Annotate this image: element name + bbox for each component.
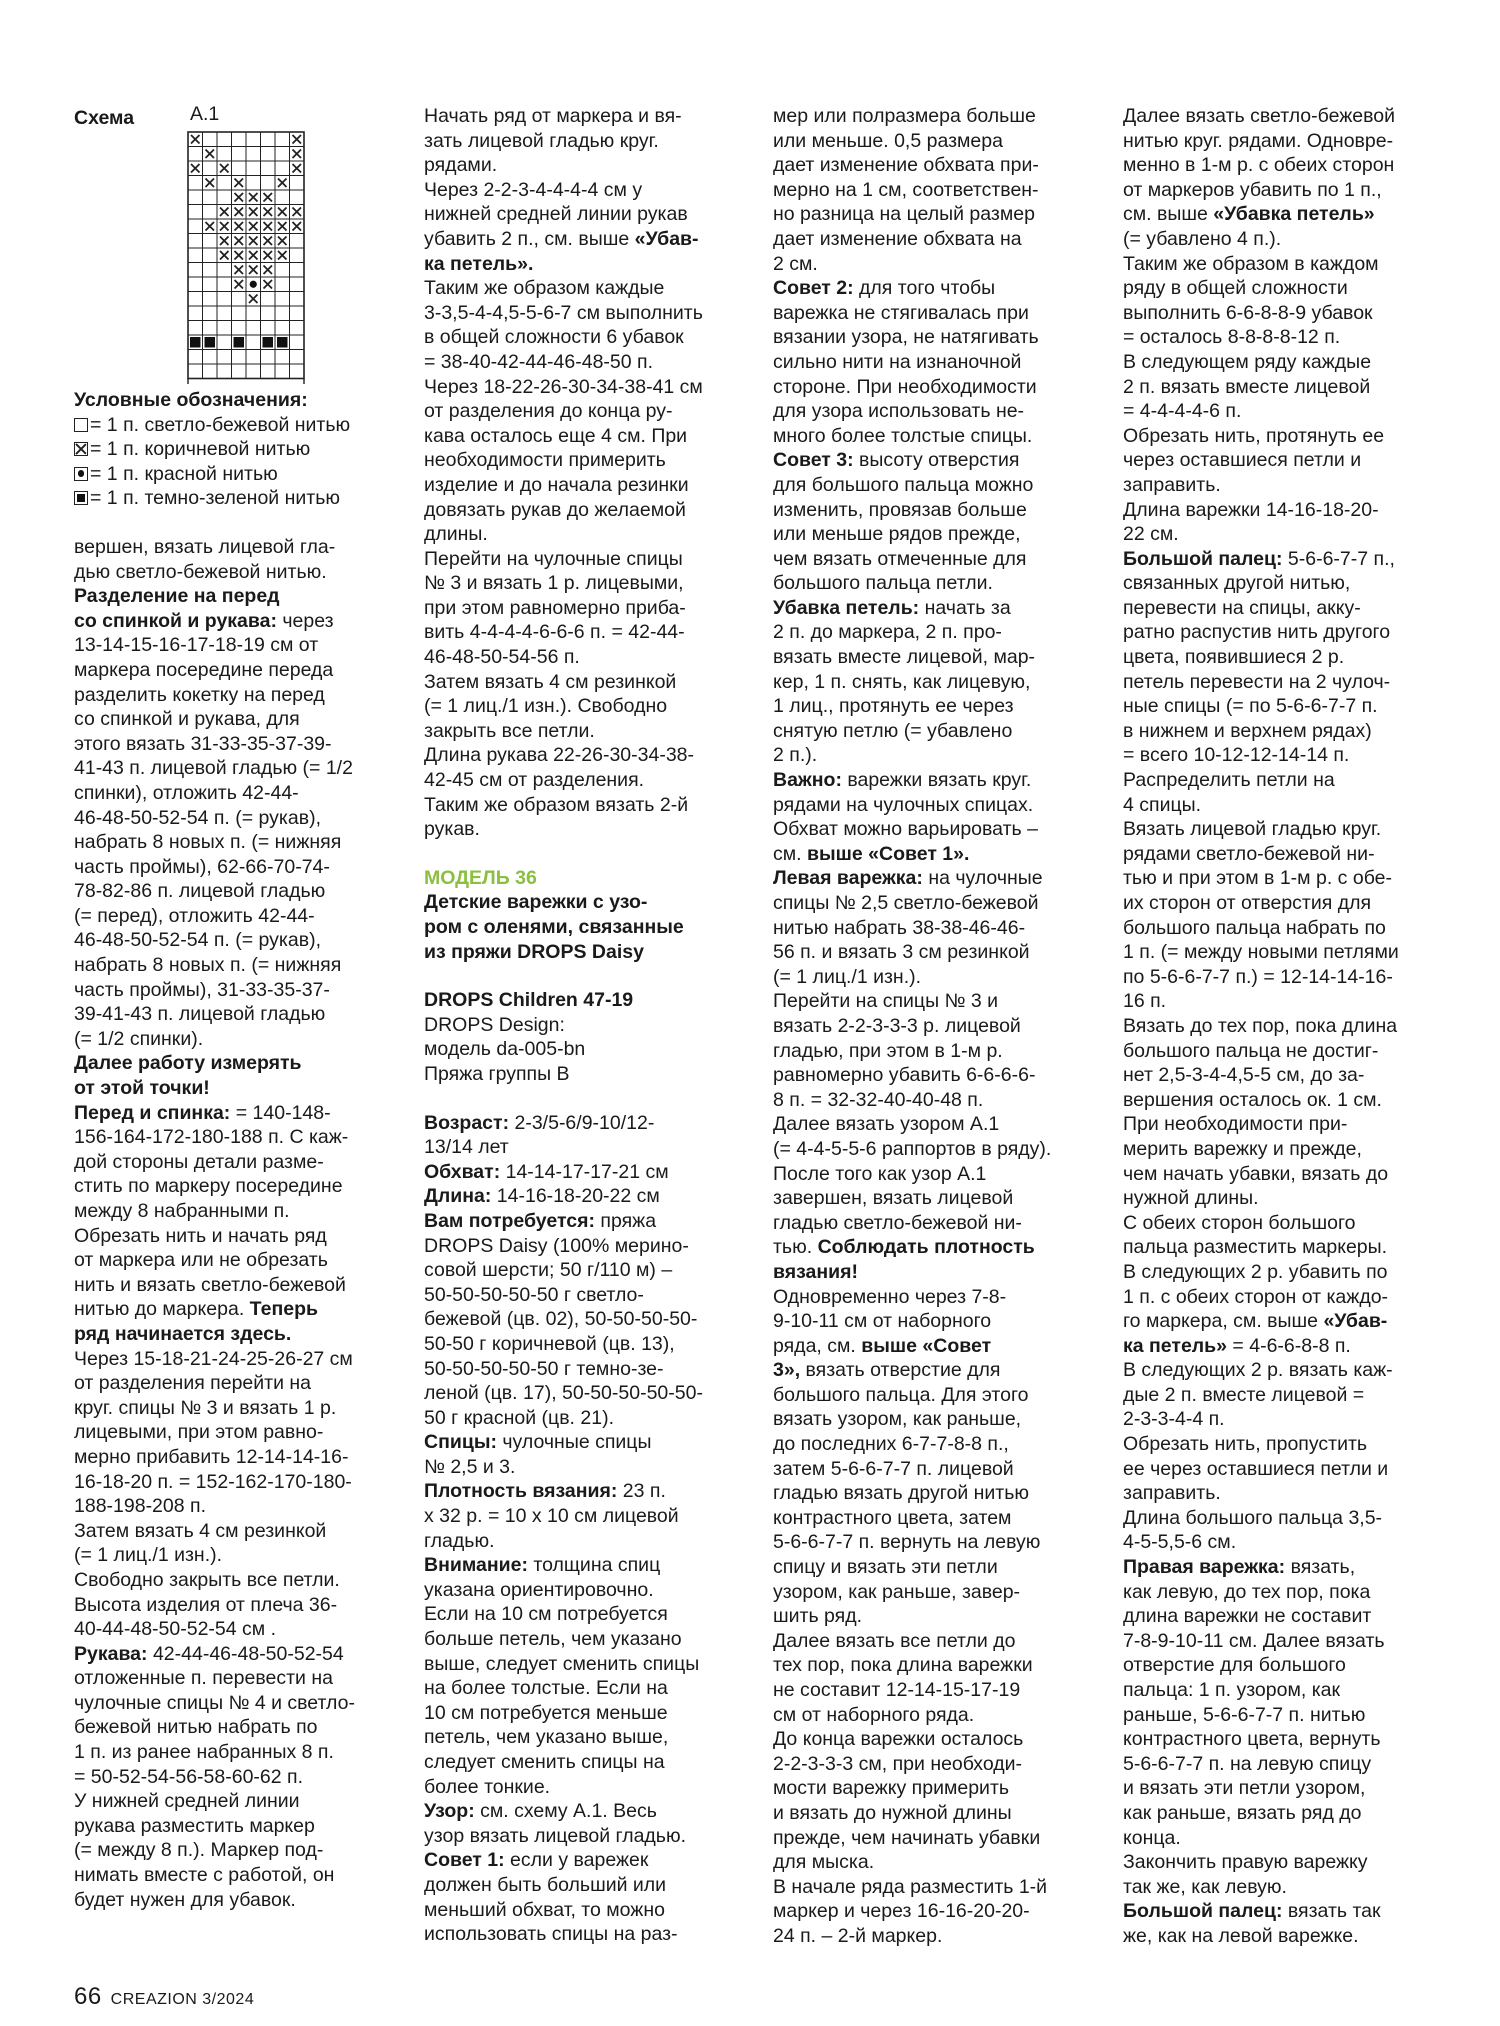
legend — [74, 388, 392, 511]
chart-cell — [246, 306, 261, 321]
chart-cell — [232, 205, 247, 220]
chart-cell — [261, 364, 276, 379]
chart-cell — [290, 161, 305, 176]
chart-cell — [246, 176, 261, 191]
chart-cell — [290, 335, 305, 350]
chart-cell — [246, 350, 261, 365]
chart-heading: Схема — [74, 107, 135, 129]
chart-cell — [232, 219, 247, 234]
chart-cell — [217, 234, 232, 249]
chart-cell — [275, 277, 290, 292]
chart-cell — [246, 292, 261, 307]
chart-cell — [246, 219, 261, 234]
chart-cell — [217, 292, 232, 307]
chart-cell — [290, 350, 305, 365]
chart-cell — [275, 306, 290, 321]
chart-cell — [232, 132, 247, 147]
chart-cell — [261, 306, 276, 321]
chart-cell — [232, 277, 247, 292]
chart-cell — [275, 248, 290, 263]
legend-text: = 1 п. красной нитью — [90, 462, 278, 485]
chart-cell — [188, 277, 203, 292]
chart-cell — [203, 306, 218, 321]
chart-cell — [188, 364, 203, 379]
column-1 — [74, 100, 392, 1912]
chart-cell — [203, 234, 218, 249]
chart-cell — [261, 176, 276, 191]
chart-cell — [232, 234, 247, 249]
chart-cell — [232, 292, 247, 307]
model-title: Детские варежки с узо- ром с оленями, связанные из пряжи DROPS Daisy — [424, 891, 684, 963]
chart-cell — [261, 335, 276, 350]
chart-cell — [246, 132, 261, 147]
chart-cell — [261, 161, 276, 176]
legend-item — [74, 437, 392, 462]
chart-cell — [275, 161, 290, 176]
dark-green-filled-square-icon — [74, 491, 88, 505]
paragraph: вершен, вязать лицевой гла- дью светло-бежевой нитью. Разделение на перед со спинкой и рукава: через 13-14-15-16-17-18-19 см от маркера посередине переда разделить кокетку на перед со спинкой и рукава, для этого вязать 31-33-35-37-39- 41-43 п. лицевой гладью (= 1/2 спинки), отложить 42-44- 46-48-50-52-54 п. (= рукав), набрать 8 новых п. (= нижняя часть проймы), 62-66-70-74- 78-82-86 п. лицевой гладью (= перед), отложить 42-44- 46-48-50-52-54 п. (= рукав), набрать 8 новых п. (= нижняя часть проймы), 31-33-35-37- 39-41-43 п. лицевой гладью (= 1/2 спинки). Далее работу измерять от этой точки! Перед и спинка: = 140-148- 156-164-172-180-188 п. С каж- дой стороны детали разме- стить по маркеру посередине между 8 набранными п. Обрезать нить и начать ряд от маркера или не обрезать нить и вязать светло-бежевой нитью до маркера. Теперь ряд начинается здесь. Через 15-18-21-24-25-26-27 см от разделения перейти на круг. спицы № 3 и вязать 1 р. лицевыми, при этом равно- мерно прибавить 12-14-14-16- 16-18-20 п. = 152-162-170-180- 188-198-208 п. Затем вязать 4 см резинкой (= 1 лиц./1 изн.). Свободно закрыть все петли. Высота изделия от плеча 36- 40-44-48-50-52-54 см . Рукава: 42-44-46-48-50-52-54 отложенные п. перевести на чулочные спицы № 4 и светло- бежевой нитью набрать по 1 п. из ранее набранных 8 п. = 50-52-54-56-58-60-62 п. У нижней средней линии рукава разместить маркер (= между 8 п.). Маркер под- нимать вместе с работой, он будет нужен для убавок. — [74, 535, 355, 1911]
chart-cell — [188, 335, 203, 350]
red-dot-square-icon — [74, 467, 88, 481]
chart-cell — [275, 321, 290, 336]
chart-cell — [261, 350, 276, 365]
magazine-name: CREAZION 3/2024 — [110, 1991, 255, 2008]
model-number: МОДЕЛЬ 36 — [424, 866, 537, 889]
chart-cell — [275, 219, 290, 234]
chart-cell — [232, 176, 247, 191]
chart-cell — [188, 132, 203, 147]
chart-cell — [232, 161, 247, 176]
chart-cell — [217, 190, 232, 205]
column-2 — [424, 104, 742, 1947]
legend-text: = 1 п. светло-бежевой нитью — [90, 413, 351, 436]
legend-title: Условные обозначения: — [74, 389, 308, 411]
chart-cell — [290, 234, 305, 249]
chart-cell — [217, 205, 232, 220]
paragraph: DROPS Children 47-19 DROPS Design: модель da-005-bn Пряжа группы B — [424, 989, 634, 1085]
chart-cell — [217, 132, 232, 147]
chart-cell — [261, 277, 276, 292]
chart-cell — [290, 263, 305, 278]
chart-cell — [188, 292, 203, 307]
chart-cell — [188, 219, 203, 234]
chart-width-bracket — [188, 379, 304, 385]
chart-cell — [188, 248, 203, 263]
page-number: 66 — [74, 1983, 102, 2010]
chart-cell — [203, 205, 218, 220]
chart-cell — [203, 176, 218, 191]
column-3 — [773, 104, 1091, 1949]
column-4 — [1123, 104, 1441, 1949]
chart-cell — [290, 132, 305, 147]
paragraph: Начать ряд от маркера и вя- зать лицевой гладью круг. рядами. Через 2-2-3-4-4-4-4 см у нижней средней линии рукав убавить 2 п., см. выше «Убав- ка петель». Таким же образом каждые 3-3,5-4-4,5-5-6-7 см выполнить в общей сложности 6 убавок = 38-40-42-44-46-48-50 п. Через 18-22-26-30-34-38-41 см от разделения до конца ру- кава осталось еще 4 см. При необходимости примерить изделие и до начала резинки довязать рукав до желаемой длины. Перейти на чулочные спицы № 3 и вязать 1 р. лицевыми, при этом равномерно приба- вить 4-4-4-4-6-6-6 п. = 42-44- 46-48-50-54-56 п. Затем вязать 4 см резинкой (= 1 лиц./1 изн.). Свободно закрыть все петли. Длина рукава 22-26-30-34-38- 42-45 см от разделения. Таким же образом вязать 2-й рукав. — [424, 105, 703, 841]
chart-cell — [261, 132, 276, 147]
chart-cell — [275, 292, 290, 307]
chart-cell — [203, 132, 218, 147]
chart-cell — [232, 263, 247, 278]
chart-cell — [188, 147, 203, 162]
chart-cell — [261, 234, 276, 249]
chart-cell — [261, 248, 276, 263]
chart-cell — [217, 248, 232, 263]
chart-cell — [275, 350, 290, 365]
model-heading — [424, 866, 742, 964]
chart-cell — [232, 321, 247, 336]
legend-item — [74, 486, 392, 511]
chart-cell — [203, 364, 218, 379]
chart-cell — [275, 176, 290, 191]
chart-cell — [290, 190, 305, 205]
chart-cell — [246, 147, 261, 162]
paragraph: мер или полразмера больше или меньше. 0,5 размера дает изменение обхвата при- мерно на 1 см, соответствен- но разница на целый размер дает изменение обхвата на 2 см. Совет 2: для того чтобы варежка не стягивалась при вязании узора, не натягивать сильно нити на изнаночной стороне. При необходимости для узора использовать не- много более толстые спицы. Совет 3: высоту отверстия для большого пальца можно изменить, провязав больше или меньше рядов прежде, чем вязать отмеченные для большого пальца петли. Убавка петель: начать за 2 п. до маркера, 2 п. про- вязать вместе лицевой, мар- кер, 1 п. снять, как лицевую, 1 лиц., протянуть ее через снятую петлю (= убавлено 2 п.). Важно: варежки вязать круг. рядами на чулочных спицах. Обхват можно варьировать – см. выше «Совет 1». Левая варежка: на чулочные спицы № 2,5 светло-бежевой нитью набрать 38-38-46-46- 56 п. и вязать 3 см резинкой (= 1 лиц./1 изн.). Перейти на спицы № 3 и вязать 2-2-3-3-3 р. лицевой гладью, при этом в 1-м р. равномерно убавить 6-6-6-6- 8 п. = 32-32-40-40-48 п. Далее вязать узором А.1 (= 4-4-5-5-6 раппортов в ряду). После того как узор А.1 завершен, вязать лицевой гладью светло-бежевой ни- тью. Соблюдать плотность вязания! Одновременно через 7-8- 9-10-11 см от наборного ряда, см. выше «Совет 3», вязать отверстие для большого пальца. Для этого вязать узором, как раньше, до последних 6-7-7-8-8 п., затем 5-6-6-7-7 п. лицевой гладью вязать другой нитью контрастного цвета, затем 5-6-6-7-7 п. вернуть на левую спицу и вязать эти петли узором, как раньше, завер- шить ряд. Далее вязать все петли до тех пор, пока длина варежки не составит 12-14-15-17-19 см от наборного ряда. До конца варежки осталось 2-2-3-3-3 см, при необходи- мости варежку примерить и вязать до нужной длины прежде, чем начинать убавки для мыска. В начале ряда разместить 1-й маркер и через 16-16-20-20- 24 п. – 2-й маркер. — [773, 105, 1052, 1947]
chart-cell — [261, 219, 276, 234]
chart-cell — [217, 306, 232, 321]
chart-cell — [232, 335, 247, 350]
chart-cell — [203, 335, 218, 350]
chart-cell — [246, 190, 261, 205]
chart-cell — [261, 205, 276, 220]
chart-cell — [290, 219, 305, 234]
chart-cell — [246, 263, 261, 278]
paragraph: Возраст: 2-3/5-6/9-10/12- 13/14 лет Обхват: 14-14-17-17-21 см Длина: 14-16-18-20-22 см Вам потребуется: пряжа DROPS Daisy (100% мерино- совой шерсти; 50 г/110 м) – 50-50-50-50-50 г светло- бежевой (цв. 02), 50-50-50-50- 50-50 г коричневой (цв. 13), 50-50-50-50-50 г темно-зе- леной (цв. 17), 50-50-50-50-50- 50 г красной (цв. 21). Спицы: чулочные спицы № 2,5 и 3. Плотность вязания: 23 п. х 32 р. = 10 х 10 см лицевой гладью. Внимание: толщина спиц указана ориентировочно. Если на 10 см потребуется больше петель, чем указано выше, следует сменить спицы на более толстые. Если на 10 см потребуется меньше петель, чем указано выше, следует сменить спицы на более тонкие. Узор: см. схему А.1. Весь узор вязать лицевой гладью. Совет 1: если у варежек должен быть больший или меньший обхват, то можно использовать спицы на раз- — [424, 1111, 703, 1946]
chart-cell — [232, 248, 247, 263]
chart-cell — [246, 321, 261, 336]
chart-cell — [203, 277, 218, 292]
legend-item — [74, 413, 392, 438]
chart-cell — [275, 190, 290, 205]
chart-cell — [203, 147, 218, 162]
chart-cell — [246, 205, 261, 220]
chart-cell — [188, 234, 203, 249]
chart-cell — [232, 306, 247, 321]
chart-cell — [188, 350, 203, 365]
chart-cell — [217, 335, 232, 350]
chart-cell — [188, 306, 203, 321]
chart-cell — [290, 306, 305, 321]
chart-cell — [246, 335, 261, 350]
chart-cell — [290, 147, 305, 162]
chart-cell — [217, 321, 232, 336]
chart-cell — [232, 350, 247, 365]
chart-cell — [246, 161, 261, 176]
chart-cell — [261, 321, 276, 336]
chart-cell — [188, 205, 203, 220]
chart-cell — [188, 176, 203, 191]
chart-cell — [217, 176, 232, 191]
chart-cell — [246, 364, 261, 379]
chart-cell — [261, 263, 276, 278]
chart-grid — [74, 100, 392, 384]
chart-cell — [188, 190, 203, 205]
chart-cell — [261, 147, 276, 162]
legend-text: = 1 п. темно-зеленой нитью — [90, 487, 340, 510]
legend-item — [74, 462, 392, 487]
chart-cell — [246, 248, 261, 263]
chart-cell — [203, 161, 218, 176]
chart-cell — [217, 350, 232, 365]
chart-cell — [261, 292, 276, 307]
chart-cell — [232, 364, 247, 379]
chart-cell — [203, 321, 218, 336]
chart-cell — [217, 219, 232, 234]
paragraph: Далее вязать светло-бежевой нитью круг. рядами. Одновре- менно в 1-м р. с обеих сторон от маркеров убавить по 1 п., см. выше «Убавка петель» (= убавлено 4 п.). Таким же образом в каждом ряду в общей сложности выполнить 6-6-8-8-9 убавок = осталось 8-8-8-8-12 п. В следующем ряду каждые 2 п. вязать вместе лицевой = 4-4-4-4-6 п. Обрезать нить, протянуть ее через оставшиеся петли и заправить. Длина варежки 14-16-18-20- 22 см. Большой палец: 5-6-6-7-7 п., связанных другой нитью, перевести на спицы, акку- ратно распустив нить другого цвета, появившиеся 2 р. петель перевести на 2 чулоч- ные спицы (= по 5-6-6-7-7 п. в нижнем и верхнем рядах) = всего 10-12-12-14-14 п. Распределить петли на 4 спицы. Вязать лицевой гладью круг. рядами светло-бежевой ни- тью и при этом в 1-м р. с обе- их сторон от отверстия для большого пальца набрать по 1 п. (= между новыми петлями по 5-6-6-7-7 п.) = 12-14-14-16- 16 п. Вязать до тех пор, пока длина большого пальца не достиг- нет 2,5-3-4-4,5-5 см, до за- вершения осталось ок. 1 см. При необходимости при- мерить варежку и прежде, чем начать убавки, вязать до нужной длины. С обеих сторон большого пальца разместить маркеры. В следующих 2 р. убавить по 1 п. с обеих сторон от каждо- го маркера, см. выше «Убав- ка петель» = 4-6-6-8-8 п. В следующих 2 р. вязать каж- дые 2 п. вместе лицевой = 2-3-3-4-4 п. Обрезать нить, пропустить ее через оставшиеся петли и заправить. Длина большого пальца 3,5- 4-5-5,5-6 см. Правая варежка: вязать, как левую, до тех пор, пока длина варежки не составит 7-8-9-10-11 см. Далее вязать отверстие для большого пальца: 1 п. узором, как раньше, 5-6-6-7-7 п. нитью контрастного цвета, вернуть 5-6-6-7-7 п. на левую спицу и вязать эти петли узором, как раньше, вязать ряд до конца. Закончить правую варежку так же, как левую. Большой палец: вязать так же, как на левой варежке. — [1123, 105, 1399, 1947]
chart-cell — [203, 248, 218, 263]
chart-cell — [217, 147, 232, 162]
chart-cell — [217, 277, 232, 292]
chart-cell — [203, 219, 218, 234]
chart-cell — [275, 364, 290, 379]
page-footer — [74, 1983, 254, 2011]
chart-cell — [290, 364, 305, 379]
chart-cell — [217, 161, 232, 176]
chart-cell — [290, 277, 305, 292]
chart-cell — [275, 335, 290, 350]
brown-cross-square-icon — [74, 442, 88, 456]
chart-cell — [246, 234, 261, 249]
chart-cell — [290, 205, 305, 220]
chart-cell — [290, 248, 305, 263]
chart-cell — [188, 263, 203, 278]
chart-cell — [290, 292, 305, 307]
chart-cell — [290, 321, 305, 336]
chart-cell — [275, 263, 290, 278]
legend-text: = 1 п. коричневой нитью — [90, 438, 311, 461]
chart-cell — [275, 132, 290, 147]
chart-cell — [261, 190, 276, 205]
chart-cell — [203, 350, 218, 365]
chart-name: А.1 — [190, 103, 220, 125]
chart-cell — [188, 321, 203, 336]
chart-cell — [275, 234, 290, 249]
light-beige-square-icon — [74, 418, 88, 432]
chart-cell — [232, 190, 247, 205]
chart-cell — [275, 205, 290, 220]
chart-cell — [232, 147, 247, 162]
chart-a1 — [74, 100, 392, 384]
chart-cell — [275, 147, 290, 162]
chart-cell — [217, 364, 232, 379]
chart-cell — [246, 277, 261, 292]
chart-cell — [203, 190, 218, 205]
chart-cell — [203, 292, 218, 307]
chart-cell — [290, 176, 305, 191]
chart-cell — [203, 263, 218, 278]
chart-cell — [217, 263, 232, 278]
chart-cell — [188, 161, 203, 176]
